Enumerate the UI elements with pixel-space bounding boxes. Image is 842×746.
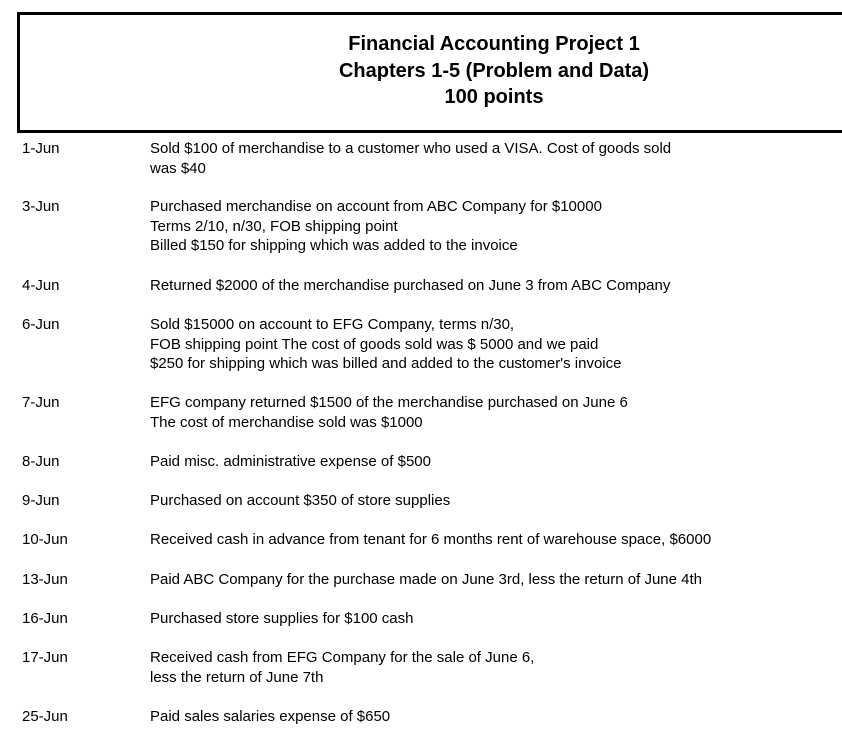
entry-date: 8-Jun <box>22 453 60 470</box>
entry-line: Purchased store supplies for $100 cash <box>150 610 414 627</box>
entry-line: EFG company returned $1500 of the merchandise purchased on June 6 <box>150 394 628 411</box>
entry-description <box>150 530 711 550</box>
entry-date: 25-Jun <box>22 708 68 725</box>
entry-date: 17-Jun <box>22 649 68 666</box>
entry-description <box>150 452 431 472</box>
title-line-1: Financial Accounting Project 1 <box>348 33 640 55</box>
entry-date: 16-Jun <box>22 610 68 627</box>
entry-line: $250 for shipping which was billed and added to the customer's invoice <box>150 355 622 372</box>
entry-date: 13-Jun <box>22 571 68 588</box>
entry-date: 7-Jun <box>22 394 60 411</box>
entry-line: The cost of merchandise sold was $1000 <box>150 413 423 431</box>
entry-description <box>150 315 621 374</box>
page-title <box>339 31 649 111</box>
entry-line: Returned $2000 of the merchandise purchased on June 3 from ABC Company <box>150 277 671 294</box>
entry-line: Purchased merchandise on account from ABC Company for $10000 <box>150 198 602 215</box>
entry-date: 4-Jun <box>22 277 60 294</box>
entry-line: Terms 2/10, n/30, FOB shipping point <box>150 217 398 235</box>
entry-date: 10-Jun <box>22 531 68 548</box>
entry-description <box>150 570 702 590</box>
entry-line: Received cash in advance from tenant for 6 months rent of warehouse space, $6000 <box>150 531 712 548</box>
entry-line: Received cash from EFG Company for the sale of June 6, <box>150 649 535 666</box>
entry-description <box>150 707 390 727</box>
entry-line: Purchased on account $350 of store supplies <box>150 492 451 509</box>
entry-line: Paid ABC Company for the purchase made on June 3rd, less the return of June 4th <box>150 571 702 588</box>
entry-description <box>150 197 602 256</box>
entry-date: 1-Jun <box>22 140 60 157</box>
entry-date: 6-Jun <box>22 316 60 333</box>
entry-line: Sold $15000 on account to EFG Company, terms n/30, <box>150 316 515 333</box>
entry-description <box>150 648 534 687</box>
entry-line: FOB shipping point The cost of goods sold was $ 5000 and we paid <box>150 335 599 353</box>
entry-line: was $40 <box>150 159 206 177</box>
entry-date: 3-Jun <box>22 198 60 215</box>
title-line-3: 100 points <box>444 86 544 108</box>
title-line-2: Chapters 1-5 (Problem and Data) <box>338 59 650 82</box>
entry-line: Sold $100 of merchandise to a customer who used a VISA. Cost of goods sold <box>150 140 672 157</box>
entry-description <box>150 609 414 629</box>
entry-line: Paid sales salaries expense of $650 <box>150 708 391 725</box>
entry-description <box>150 393 628 432</box>
entry-line: Paid misc. administrative expense of $500 <box>150 453 431 470</box>
entry-line: less the return of June 7th <box>150 668 324 686</box>
entry-description <box>150 139 671 178</box>
entry-description <box>150 491 450 511</box>
entry-line: Billed $150 for shipping which was added to the invoice <box>150 237 518 254</box>
entry-description <box>150 276 670 296</box>
entry-date: 9-Jun <box>22 492 60 509</box>
